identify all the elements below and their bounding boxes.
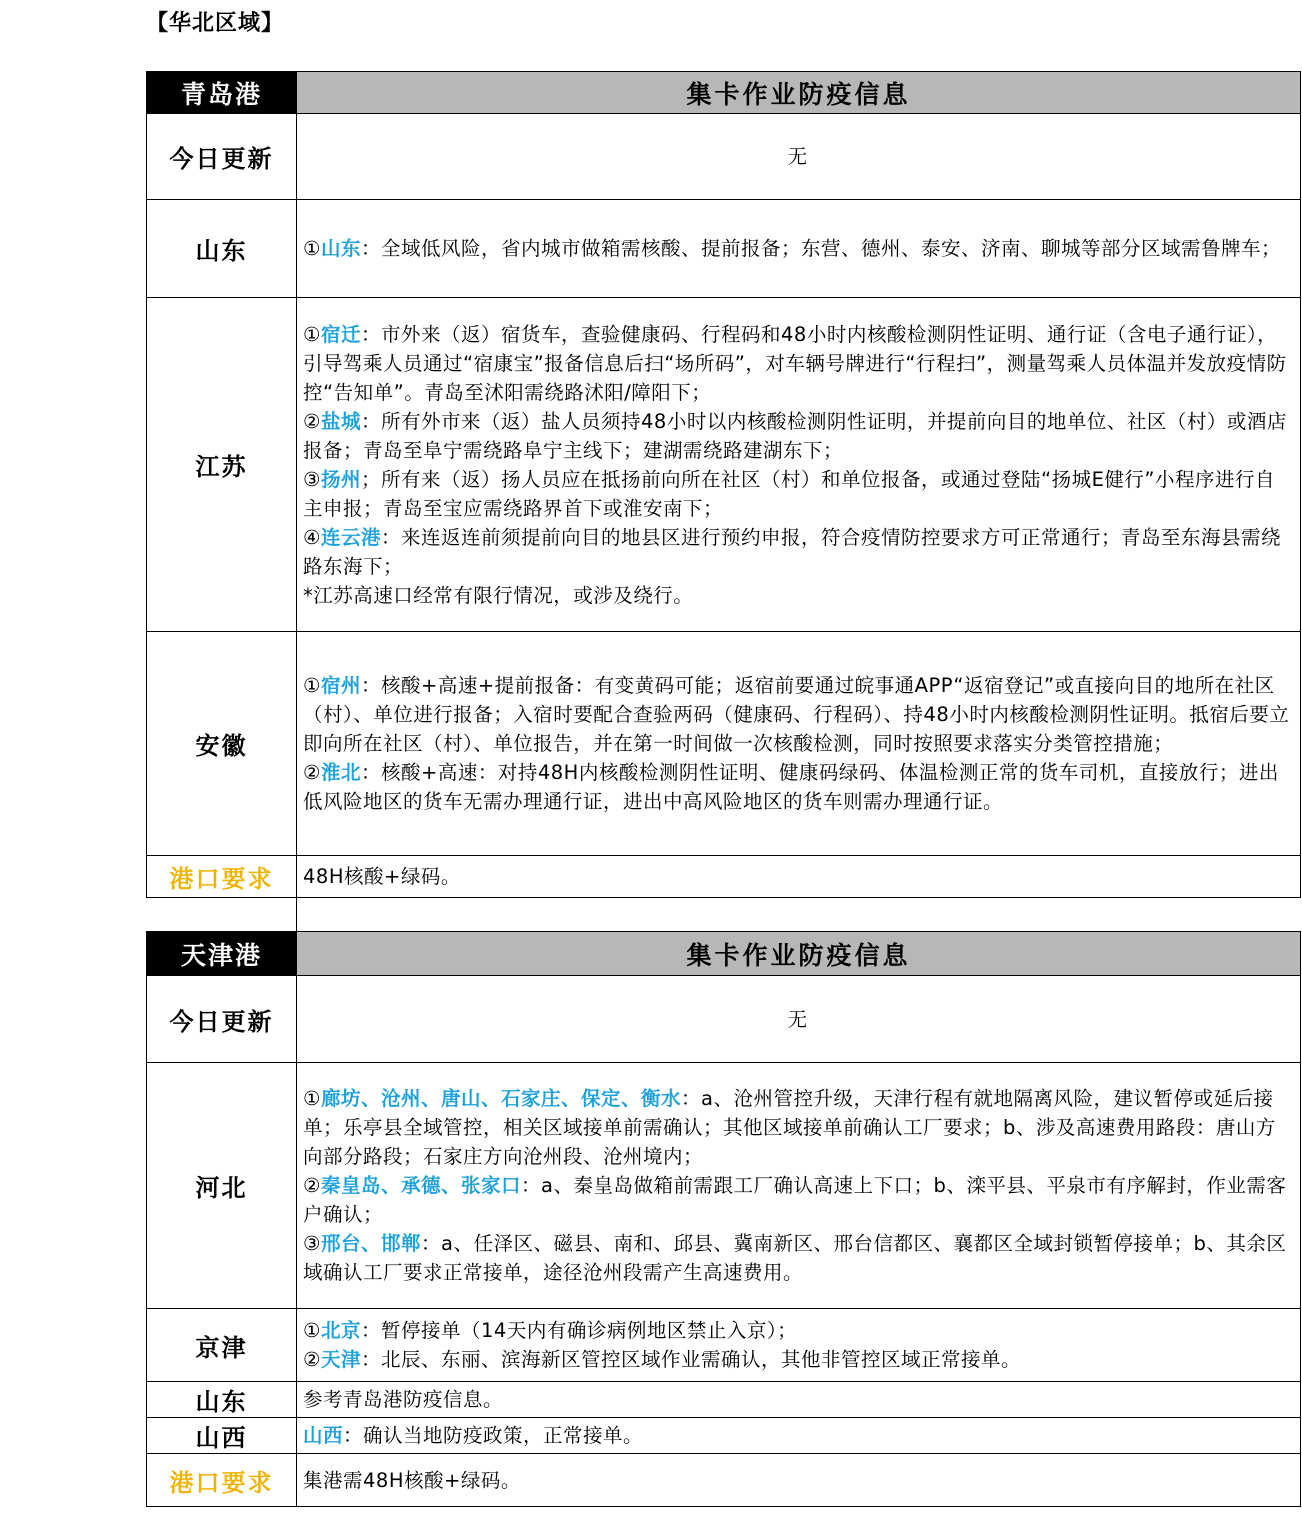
city-name: 淮北 [320,761,361,784]
port-requirement-label: 港口要求 [147,1454,297,1507]
province-content-shandong: 参考青岛港防疫信息。 [297,1382,1301,1418]
city-name: 扬州 [320,467,361,491]
section-title: 集卡作业防疫信息 [297,72,1301,114]
policy-line: ②天津：北辰、东丽、滨海新区管控区域作业需确认，其他非管控区域正常接单。 [303,1348,1022,1371]
province-content-anhui [297,632,1301,856]
qingdao-port-table [146,71,1301,898]
city-name: 北京 [320,1319,361,1342]
province-label-shandong: 山东 [147,200,297,298]
policy-note: *江苏高速口经常有限行情况，或涉及绕行。 [303,583,694,607]
province-content-jiangsu [297,298,1301,632]
city-name: 山西 [303,1424,344,1447]
policy-line: ①廊坊、沧州、唐山、石家庄、保定、衡水：a、沧州管控升级，天津行程有就地隔离风险，建议暂停或延后接单；乐亭县全域管控，相关区域接单前需确认；其他区域接单前确认工厂要求；b、涉及高速费用路段：唐山方向部分路段；石家庄方向沧州段、沧州境内； [303,1087,1276,1168]
city-name: 天津 [320,1348,361,1371]
province-content-shanxi: 山西：确认当地防疫政策，正常接单。 [297,1418,1301,1454]
policy-line: ①宿州：核酸+高速+提前报备：有变黄码可能；返宿前要通过皖事通APP“返宿登记”或直接向目的地所在社区（村）、单位进行报备；入宿时要配合查验两码（健康码、行程码）、持48小时内核酸检测阴性证明。抵宿后要立即向所在社区（村）、单位报告，并在第一时间做一次核酸检测，同时按照要求落实分类管控措施； [303,674,1290,755]
port-name: 天津港 [147,932,297,976]
province-content-jingjin [297,1309,1301,1382]
policy-line: ①山东：全域低风险，省内城市做箱需核酸、提前报备；东营、德州、泰安、济南、聊城等部分区域需鲁牌车； [303,237,1282,260]
province-label-hebei: 河北 [147,1063,297,1309]
policy-line: ①宿迁：市外来（返）宿货车，查验健康码、行程码和48小时内核酸检测阴性证明、通行证（含电子通行证），引导驾乘人员通过“宿康宝”报备信息后扫“场所码”，对车辆号牌进行“行程扫”，测量驾乘人员体温并发放疫情防控“告知单”。青岛至沭阳需绕路沭阳/障阳下； [303,322,1287,404]
province-label-shandong: 山东 [147,1382,297,1418]
today-update-value: 无 [297,114,1301,200]
region-title: 【华北区域】 [146,11,285,36]
section-title: 集卡作业防疫信息 [297,932,1301,976]
today-update-label: 今日更新 [147,114,297,200]
port-requirement-value: 集港需48H核酸+绿码。 [297,1454,1301,1507]
policy-line: ②盐城：所有外市来（返）盐人员须持48小时以内核酸检测阴性证明，并提前向目的地单位、社区（村）或酒店报备；青岛至阜宁需绕路阜宁主线下；建湖需绕路建湖东下； [303,409,1287,462]
city-name: 秦皇岛、承德、张家口 [320,1174,521,1197]
policy-line: ①北京：暂停接单（14天内有确诊病例地区禁止入京）； [303,1319,798,1342]
city-name: 山东 [320,237,361,260]
policy-line: ③扬州；所有来（返）扬人员应在抵扬前向所在社区（村）和单位报备，或通过登陆“扬城E健行”小程序进行自主申报；青岛至宝应需绕路界首下或淮安南下； [303,467,1276,520]
tianjin-port-table [146,931,1301,1507]
city-name: 邢台、邯郸 [320,1232,421,1255]
province-label-jiangsu: 江苏 [147,298,297,632]
city-name: 连云港 [320,525,381,549]
policy-line: ②秦皇岛、承德、张家口：a、秦皇岛做箱前需跟工厂确认高速上下口；b、滦平县、平泉市有序解封，作业需客户确认； [303,1174,1287,1226]
city-name: 盐城 [320,409,361,433]
city-name: 宿州 [320,674,361,697]
port-requirement-value: 48H核酸+绿码。 [297,856,1301,898]
city-name: 廊坊、沧州、唐山、石家庄、保定、衡水 [320,1087,681,1110]
divider [296,897,297,931]
today-update-value: 无 [297,976,1301,1063]
policy-line: ③邢台、邯郸：a、任泽区、磁县、南和、邱县、冀南新区、邢台信都区、襄都区全域封锁暂停接单；b、其余区域确认工厂要求正常接单，途径沧州段需产生高速费用。 [303,1232,1287,1284]
province-label-anhui: 安徽 [147,632,297,856]
province-label-jingjin: 京津 [147,1309,297,1382]
port-requirement-label: 港口要求 [147,856,297,898]
city-name: 宿迁 [320,322,361,346]
policy-line: ②淮北：核酸+高速：对持48H内核酸检测阴性证明、健康码绿码、体温检测正常的货车司机，直接放行；进出低风险地区的货车无需办理通行证，进出中高风险地区的货车则需办理通行证。 [303,761,1279,813]
today-update-label: 今日更新 [147,976,297,1063]
port-name: 青岛港 [147,72,297,114]
policy-line: ④连云港：来连返连前须提前向目的地县区进行预约申报，符合疫情防控要求方可正常通行；青岛至东海县需绕路东海下； [303,525,1282,578]
province-label-shanxi: 山西 [147,1418,297,1454]
province-content-shandong [297,200,1301,298]
province-content-hebei [297,1063,1301,1309]
